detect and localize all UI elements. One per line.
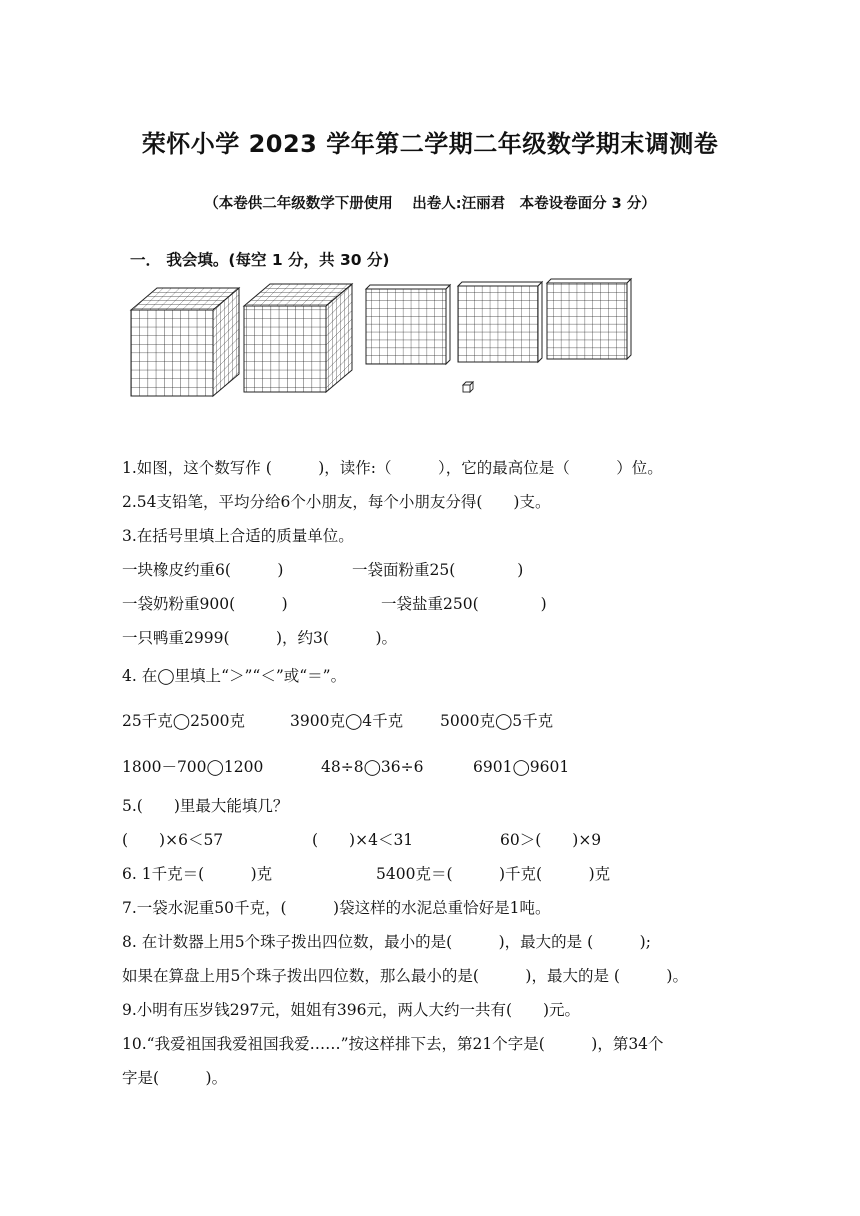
base-ten-blocks-figure	[0, 240, 860, 400]
question-5-item-c: 60＞( )×9	[500, 831, 602, 849]
hundred-flat-1	[366, 285, 450, 364]
question-1: 1.如图，这个数写作 ( )，读作:（ ），它的最高位是（ ）位。	[122, 459, 663, 477]
question-3-item-a: 一块橡皮约重6( )	[122, 561, 284, 579]
question-4-item-f: 6901◯9601	[473, 758, 570, 776]
question-10-line-1: 10.“我爱祖国我爱祖国我爱……”按这样排下去，第21个字是( )，第34个	[122, 1035, 664, 1053]
question-4-item-c: 5000克◯5千克	[440, 712, 554, 730]
question-10-line-2: 字是( )。	[122, 1069, 228, 1087]
question-2: 2.54支铅笔，平均分给6个小朋友，每个小朋友分得( )支。	[122, 493, 551, 511]
question-4: 4. 在◯里填上“＞”“＜”或“＝”。	[122, 667, 347, 685]
question-8-line-1: 8. 在计数器上用5个珠子拨出四位数，最小的是( )，最大的是 ( );	[122, 933, 651, 951]
question-5: 5.( )里最大能填几？	[122, 797, 289, 815]
question-7: 7.一袋水泥重50千克，( )袋这样的水泥总重恰好是1吨。	[122, 899, 551, 917]
thousand-cube-2	[244, 284, 352, 392]
question-6-item-b: 5400克＝( )千克( )克	[376, 865, 611, 883]
question-3: 3.在括号里填上合适的质量单位。	[122, 527, 354, 545]
question-9: 9.小明有压岁钱297元，姐姐有396元，两人大约一共有( )元。	[122, 1001, 581, 1019]
exam-subtitle: （本卷供二年级数学下册使用 出卷人:汪丽君 本卷设卷面分 3 分）	[204, 196, 656, 212]
exam-title: 荣怀小学 2023 学年第二学期二年级数学期末调测卷	[141, 130, 719, 158]
question-4-item-d: 1800－700◯1200	[122, 758, 264, 776]
thousand-cube-1	[131, 288, 239, 396]
unit-cube	[463, 382, 473, 392]
question-3-item-c: 一袋奶粉重900( )	[122, 595, 288, 613]
hundred-flat-2	[458, 282, 542, 362]
question-4-item-e: 48÷8◯36÷6	[321, 758, 424, 776]
question-3-item-b: 一袋面粉重25( )	[352, 561, 524, 579]
section-heading: 一． 我会填。(每空 1 分，共 30 分)	[130, 251, 390, 269]
question-8-line-2: 如果在算盘上用5个珠子拨出四位数，那么最小的是( )，最大的是 ( )。	[122, 967, 688, 985]
question-4-item-a: 25千克◯2500克	[122, 712, 246, 730]
question-5-item-a: ( )×6＜57	[122, 831, 224, 849]
question-3-item-d: 一袋盐重250( )	[381, 595, 547, 613]
question-6-item-a: 6. 1千克＝( )克	[122, 865, 273, 883]
question-4-item-b: 3900克◯4千克	[290, 712, 404, 730]
question-3-item-e: 一只鸭重2999( )，约3( )。	[122, 629, 397, 647]
hundred-flat-3	[547, 279, 631, 359]
question-5-item-b: ( )×4＜31	[312, 831, 414, 849]
